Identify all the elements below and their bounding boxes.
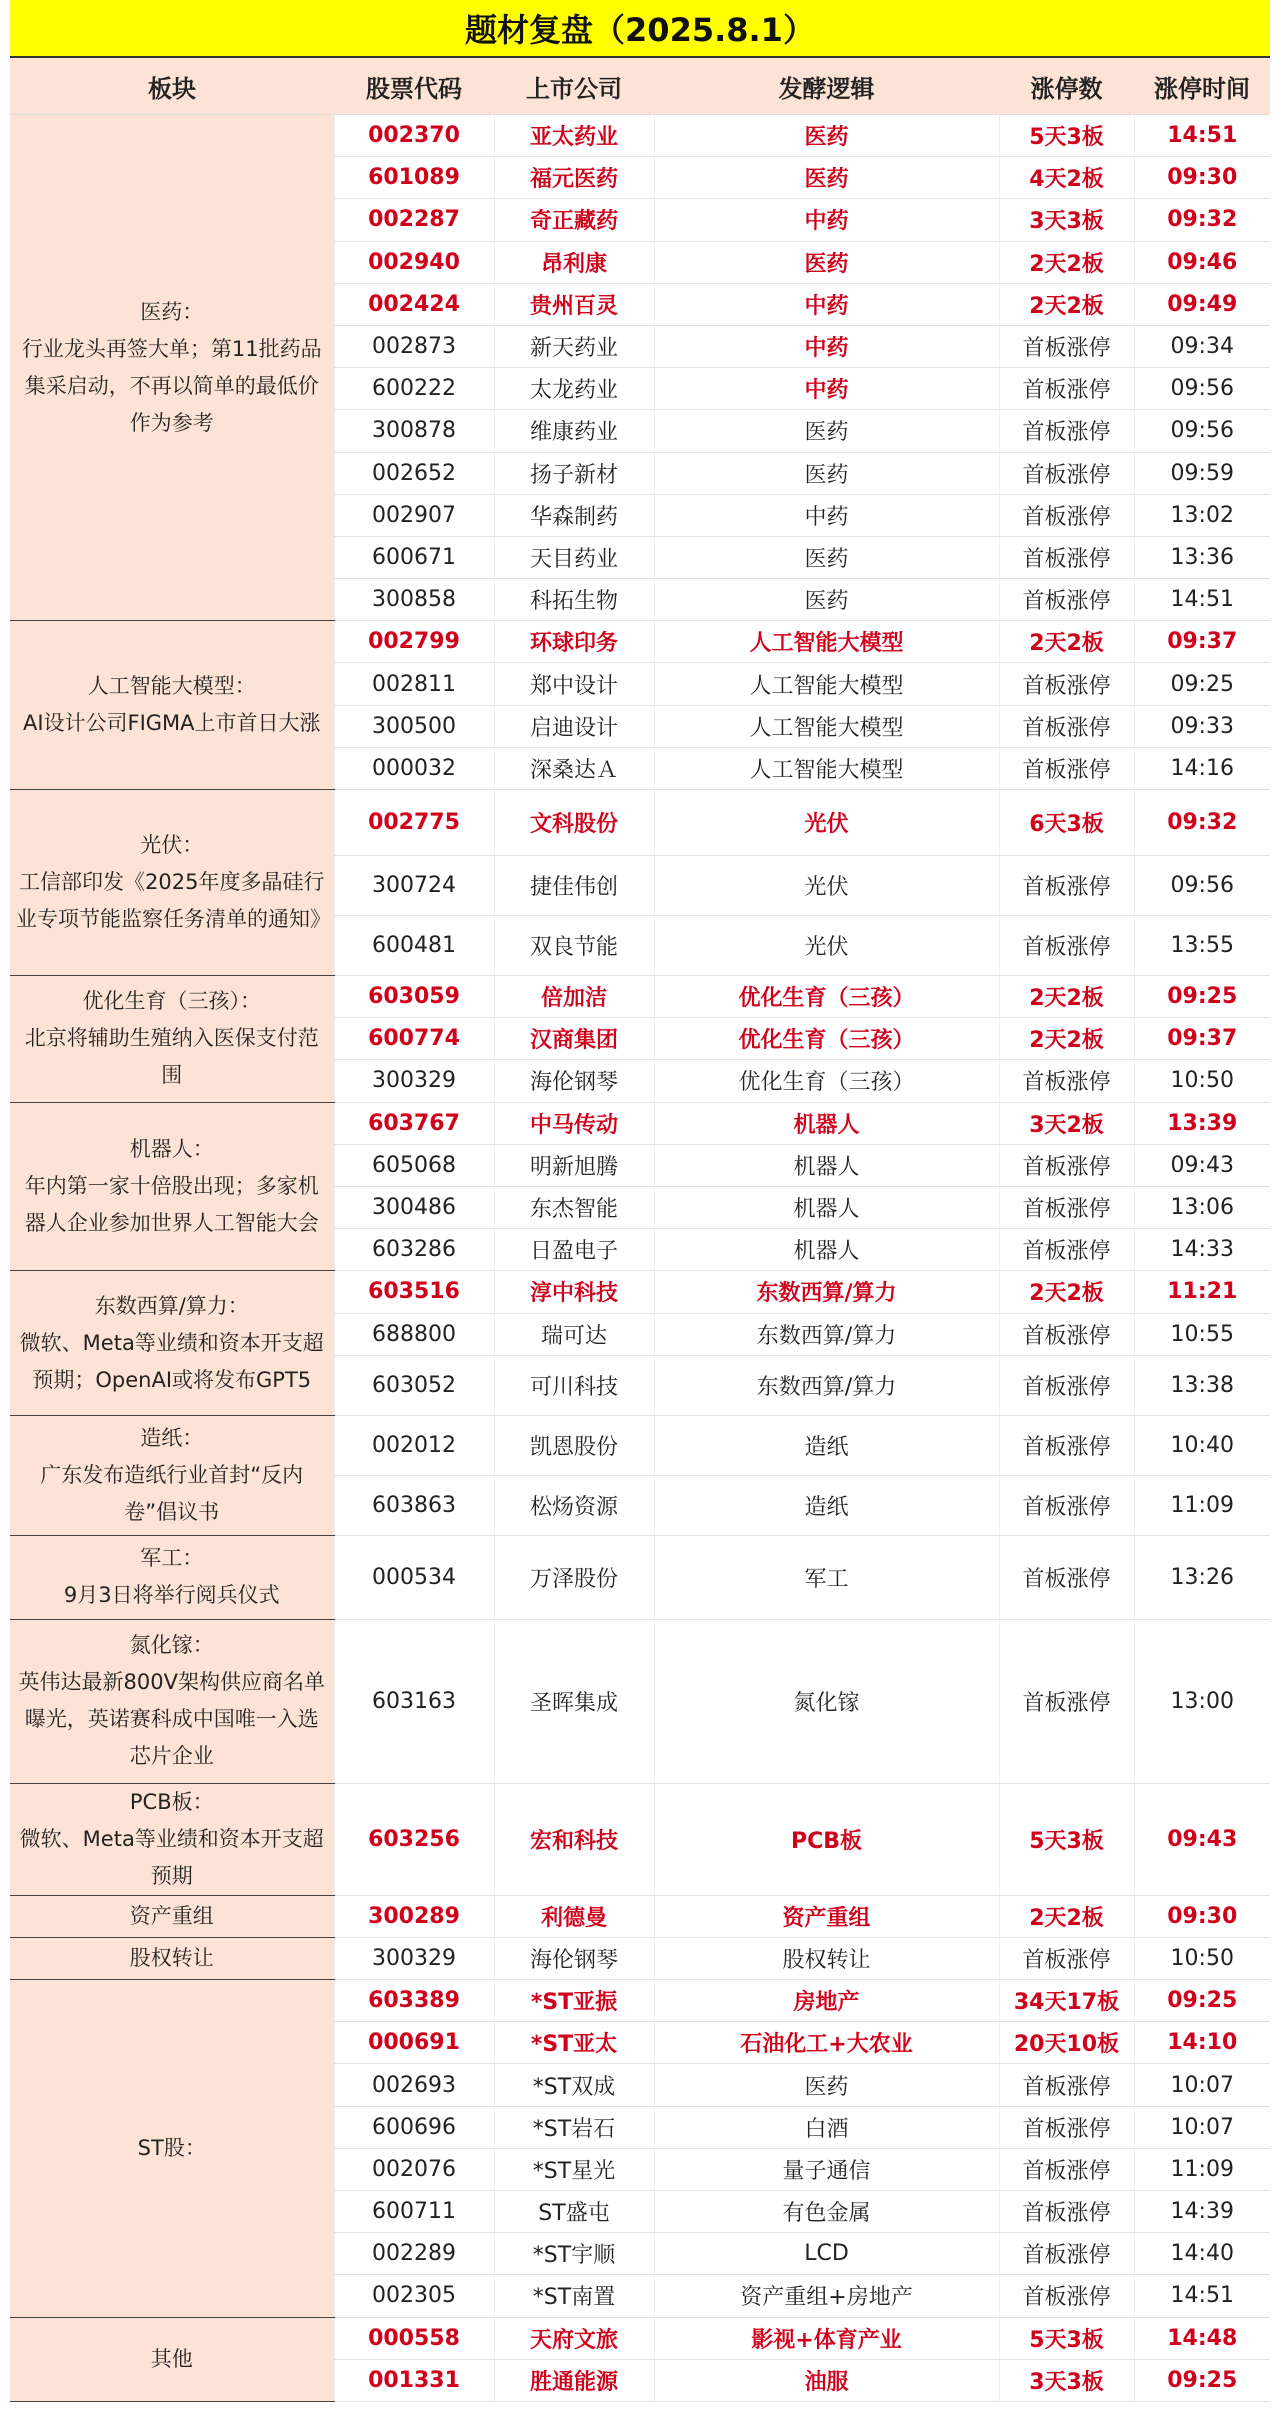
company-name: 天府文旅	[494, 2317, 654, 2359]
sector-cell: 氮化镓： 英伟达最新800V架构供应商名单曝光，英诺赛科成中国唯一入选芯片企业	[10, 1619, 334, 1783]
company-name: 环球印务	[494, 621, 654, 663]
company-name: 文科股份	[494, 790, 654, 856]
company-name: 汉商集团	[494, 1018, 654, 1060]
logic-cell: 油服	[654, 2359, 999, 2401]
limit-time: 13:36	[1134, 536, 1270, 578]
limit-time: 13:38	[1134, 1355, 1270, 1415]
logic-cell: 医药	[654, 536, 999, 578]
limit-count: 3天2板	[999, 1102, 1134, 1144]
header-company: 上市公司	[494, 58, 654, 115]
logic-cell: 房地产	[654, 1980, 999, 2022]
limit-time: 09:46	[1134, 241, 1270, 283]
stock-code: 600711	[334, 2191, 494, 2233]
limit-count: 首板涨停	[999, 2106, 1134, 2148]
logic-cell: 医药	[654, 452, 999, 494]
stock-code: 600696	[334, 2106, 494, 2148]
sector-cell: PCB板： 微软、Meta等业绩和资本开支超预期	[10, 1783, 334, 1895]
limit-count: 2天2板	[999, 976, 1134, 1018]
table-row	[10, 115, 1270, 157]
logic-cell: 东数西算/算力	[654, 1313, 999, 1355]
limit-count: 3天3板	[999, 2359, 1134, 2401]
limit-count: 首板涨停	[999, 2275, 1134, 2317]
stock-code: 002811	[334, 663, 494, 705]
company-name: 贵州百灵	[494, 283, 654, 325]
logic-cell: 中药	[654, 325, 999, 367]
sector-cell: ST股：	[10, 1980, 334, 2318]
company-name: 宏和科技	[494, 1783, 654, 1895]
limit-time: 09:30	[1134, 157, 1270, 199]
limit-time: 09:43	[1134, 1783, 1270, 1895]
limit-time: 10:40	[1134, 1415, 1270, 1475]
stock-code: 002424	[334, 283, 494, 325]
company-name: 海伦钢琴	[494, 1937, 654, 1979]
limit-count: 首板涨停	[999, 1229, 1134, 1271]
header-count: 涨停数	[999, 58, 1134, 115]
header-sector: 板块	[10, 58, 334, 115]
limit-count: 首板涨停	[999, 325, 1134, 367]
company-name: 双良节能	[494, 916, 654, 976]
logic-cell: 机器人	[654, 1229, 999, 1271]
limit-count: 首板涨停	[999, 2233, 1134, 2275]
logic-cell: PCB板	[654, 1783, 999, 1895]
company-name: 明新旭腾	[494, 1144, 654, 1186]
logic-cell: 资产重组+房地产	[654, 2275, 999, 2317]
header-row	[10, 58, 1270, 115]
table-row	[10, 621, 1270, 663]
limit-time: 11:21	[1134, 1271, 1270, 1313]
logic-cell: LCD	[654, 2233, 999, 2275]
limit-time: 09:32	[1134, 199, 1270, 241]
stock-code: 002305	[334, 2275, 494, 2317]
limit-time: 14:39	[1134, 2191, 1270, 2233]
table-row	[10, 1895, 1270, 1937]
stock-code: 300878	[334, 410, 494, 452]
sector-cell: 其他	[10, 2317, 334, 2401]
company-name: 可川科技	[494, 1355, 654, 1415]
logic-cell: 石油化工+大农业	[654, 2022, 999, 2064]
logic-cell: 人工智能大模型	[654, 705, 999, 747]
limit-time: 14:16	[1134, 747, 1270, 789]
limit-count: 5天3板	[999, 2317, 1134, 2359]
company-name: 松炀资源	[494, 1475, 654, 1535]
stock-code: 000558	[334, 2317, 494, 2359]
logic-cell: 机器人	[654, 1186, 999, 1228]
company-name: 淳中科技	[494, 1271, 654, 1313]
limit-time: 13:02	[1134, 494, 1270, 536]
company-name: *ST岩石	[494, 2106, 654, 2148]
stock-code: 002370	[334, 115, 494, 157]
sector-cell: 机器人： 年内第一家十倍股出现；多家机器人企业参加世界人工智能大会	[10, 1102, 334, 1271]
company-name: 奇正藏药	[494, 199, 654, 241]
limit-count: 首板涨停	[999, 536, 1134, 578]
limit-count: 首板涨停	[999, 410, 1134, 452]
stock-code: 688800	[334, 1313, 494, 1355]
logic-cell: 量子通信	[654, 2148, 999, 2190]
company-name: 亚太药业	[494, 115, 654, 157]
company-name: 华森制药	[494, 494, 654, 536]
stock-code: 000691	[334, 2022, 494, 2064]
limit-time: 09:25	[1134, 663, 1270, 705]
limit-time: 14:10	[1134, 2022, 1270, 2064]
limit-time: 09:25	[1134, 1980, 1270, 2022]
limit-count: 3天3板	[999, 199, 1134, 241]
company-name: *ST双成	[494, 2064, 654, 2106]
limit-time: 09:37	[1134, 621, 1270, 663]
table-row	[10, 1619, 1270, 1783]
stock-code: 002907	[334, 494, 494, 536]
company-name: 东杰智能	[494, 1186, 654, 1228]
logic-cell: 医药	[654, 241, 999, 283]
limit-time: 09:59	[1134, 452, 1270, 494]
company-name: *ST宇顺	[494, 2233, 654, 2275]
company-name: 中马传动	[494, 1102, 654, 1144]
limit-time: 14:48	[1134, 2317, 1270, 2359]
table-row	[10, 976, 1270, 1018]
limit-count: 首板涨停	[999, 2191, 1134, 2233]
logic-cell: 人工智能大模型	[654, 747, 999, 789]
logic-cell: 医药	[654, 410, 999, 452]
stock-code: 002652	[334, 452, 494, 494]
company-name: 利德曼	[494, 1895, 654, 1937]
sector-cell: 造纸： 广东发布造纸行业首封“反内卷”倡议书	[10, 1415, 334, 1535]
logic-cell: 中药	[654, 283, 999, 325]
limit-count: 首板涨停	[999, 663, 1134, 705]
limit-count: 首板涨停	[999, 1144, 1134, 1186]
company-name: 天目药业	[494, 536, 654, 578]
limit-time: 10:50	[1134, 1060, 1270, 1102]
sector-cell: 资产重组	[10, 1895, 334, 1937]
company-name: 郑中设计	[494, 663, 654, 705]
limit-time: 09:30	[1134, 1895, 1270, 1937]
limit-time: 14:40	[1134, 2233, 1270, 2275]
page-title: 题材复盘（2025.8.1）	[10, 0, 1270, 58]
logic-cell: 东数西算/算力	[654, 1271, 999, 1313]
limit-count: 2天2板	[999, 1018, 1134, 1060]
limit-time: 14:51	[1134, 2275, 1270, 2317]
limit-time: 09:37	[1134, 1018, 1270, 1060]
logic-cell: 医药	[654, 2064, 999, 2106]
sector-cell: 光伏： 工信部印发《2025年度多晶硅行业专项节能监察任务清单的通知》	[10, 790, 334, 976]
table-row	[10, 1783, 1270, 1895]
limit-count: 首板涨停	[999, 1060, 1134, 1102]
limit-count: 4天2板	[999, 157, 1134, 199]
limit-count: 首板涨停	[999, 916, 1134, 976]
stock-code: 002076	[334, 2148, 494, 2190]
stock-code: 603389	[334, 1980, 494, 2022]
limit-time: 14:51	[1134, 115, 1270, 157]
sector-cell: 股权转让	[10, 1937, 334, 1979]
company-name: *ST亚振	[494, 1980, 654, 2022]
stock-code: 300724	[334, 856, 494, 916]
limit-time: 09:25	[1134, 976, 1270, 1018]
table-row	[10, 2317, 1270, 2359]
company-name: 瑞可达	[494, 1313, 654, 1355]
limit-count: 首板涨停	[999, 1355, 1134, 1415]
limit-time: 11:09	[1134, 2148, 1270, 2190]
limit-count: 2天2板	[999, 241, 1134, 283]
limit-count: 5天3板	[999, 1783, 1134, 1895]
stock-code: 600774	[334, 1018, 494, 1060]
stock-code: 002287	[334, 199, 494, 241]
limit-time: 09:33	[1134, 705, 1270, 747]
limit-time: 09:43	[1134, 1144, 1270, 1186]
header-code: 股票代码	[334, 58, 494, 115]
limit-count: 首板涨停	[999, 1415, 1134, 1475]
stock-code: 603516	[334, 1271, 494, 1313]
logic-cell: 造纸	[654, 1415, 999, 1475]
company-name: ST盛屯	[494, 2191, 654, 2233]
limit-count: 首板涨停	[999, 1313, 1134, 1355]
limit-count: 2天2板	[999, 621, 1134, 663]
company-name: 福元医药	[494, 157, 654, 199]
limit-time: 10:07	[1134, 2064, 1270, 2106]
limit-count: 5天3板	[999, 115, 1134, 157]
company-name: 圣晖集成	[494, 1619, 654, 1783]
limit-count: 首板涨停	[999, 579, 1134, 621]
logic-cell: 医药	[654, 115, 999, 157]
table-row	[10, 1271, 1270, 1313]
stock-code: 601089	[334, 157, 494, 199]
header-time: 涨停时间	[1134, 58, 1270, 115]
stock-code: 002799	[334, 621, 494, 663]
stock-code: 603163	[334, 1619, 494, 1783]
company-name: 深桑达Ａ	[494, 747, 654, 789]
company-name: 海伦钢琴	[494, 1060, 654, 1102]
limit-time: 09:25	[1134, 2359, 1270, 2401]
logic-cell: 医药	[654, 579, 999, 621]
limit-count: 2天2板	[999, 1271, 1134, 1313]
company-name: 启迪设计	[494, 705, 654, 747]
logic-cell: 股权转让	[654, 1937, 999, 1979]
sector-cell: 军工： 9月3日将举行阅兵仪式	[10, 1535, 334, 1619]
logic-cell: 光伏	[654, 856, 999, 916]
stock-code: 002940	[334, 241, 494, 283]
table-row	[10, 1415, 1270, 1475]
logic-cell: 影视+体育产业	[654, 2317, 999, 2359]
limit-count: 20天10板	[999, 2022, 1134, 2064]
stock-code: 600671	[334, 536, 494, 578]
limit-time: 13:00	[1134, 1619, 1270, 1783]
stock-code: 603286	[334, 1229, 494, 1271]
stock-code: 002873	[334, 325, 494, 367]
limit-time: 09:56	[1134, 368, 1270, 410]
stock-code: 000032	[334, 747, 494, 789]
company-name: *ST南置	[494, 2275, 654, 2317]
company-name: 维康药业	[494, 410, 654, 452]
stock-code: 002289	[334, 2233, 494, 2275]
sector-cell: 东数西算/算力： 微软、Meta等业绩和资本开支超预期；OpenAI或将发布GPT5	[10, 1271, 334, 1415]
logic-cell: 资产重组	[654, 1895, 999, 1937]
company-name: 新天药业	[494, 325, 654, 367]
stock-code: 600481	[334, 916, 494, 976]
company-name: 万泽股份	[494, 1535, 654, 1619]
logic-cell: 光伏	[654, 790, 999, 856]
stock-code: 603256	[334, 1783, 494, 1895]
limit-count: 首板涨停	[999, 368, 1134, 410]
logic-cell: 人工智能大模型	[654, 663, 999, 705]
company-name: 胜通能源	[494, 2359, 654, 2401]
company-name: 凯恩股份	[494, 1415, 654, 1475]
stock-code: 300289	[334, 1895, 494, 1937]
logic-cell: 医药	[654, 157, 999, 199]
company-name: 太龙药业	[494, 368, 654, 410]
limit-time: 13:55	[1134, 916, 1270, 976]
company-name: 昂利康	[494, 241, 654, 283]
sector-cell: 医药： 行业龙头再签大单；第11批药品集采启动，不再以简单的最低价作为参考	[10, 115, 334, 621]
stock-code: 000534	[334, 1535, 494, 1619]
review-table	[10, 58, 1270, 2402]
stock-code: 603052	[334, 1355, 494, 1415]
logic-cell: 中药	[654, 494, 999, 536]
limit-count: 首板涨停	[999, 1619, 1134, 1783]
limit-time: 09:32	[1134, 790, 1270, 856]
stock-code: 300329	[334, 1060, 494, 1102]
limit-time: 09:49	[1134, 283, 1270, 325]
limit-time: 13:06	[1134, 1186, 1270, 1228]
limit-count: 首板涨停	[999, 856, 1134, 916]
limit-time: 11:09	[1134, 1475, 1270, 1535]
logic-cell: 有色金属	[654, 2191, 999, 2233]
limit-count: 6天3板	[999, 790, 1134, 856]
logic-cell: 白酒	[654, 2106, 999, 2148]
stock-code: 300500	[334, 705, 494, 747]
limit-count: 首板涨停	[999, 2148, 1134, 2190]
logic-cell: 机器人	[654, 1102, 999, 1144]
logic-cell: 军工	[654, 1535, 999, 1619]
stock-code: 603059	[334, 976, 494, 1018]
limit-count: 2天2板	[999, 1895, 1134, 1937]
company-name: 扬子新材	[494, 452, 654, 494]
logic-cell: 造纸	[654, 1475, 999, 1535]
company-name: *ST亚太	[494, 2022, 654, 2064]
stock-code: 300486	[334, 1186, 494, 1228]
logic-cell: 中药	[654, 199, 999, 241]
limit-time: 10:07	[1134, 2106, 1270, 2148]
stock-code: 001331	[334, 2359, 494, 2401]
limit-time: 09:34	[1134, 325, 1270, 367]
limit-count: 首板涨停	[999, 705, 1134, 747]
limit-count: 34天17板	[999, 1980, 1134, 2022]
logic-cell: 优化生育（三孩）	[654, 976, 999, 1018]
table-body	[10, 115, 1270, 2402]
stock-code: 605068	[334, 1144, 494, 1186]
limit-count: 首板涨停	[999, 1186, 1134, 1228]
limit-count: 首板涨停	[999, 494, 1134, 536]
table-row	[10, 1535, 1270, 1619]
logic-cell: 东数西算/算力	[654, 1355, 999, 1415]
logic-cell: 人工智能大模型	[654, 621, 999, 663]
stock-code: 300329	[334, 1937, 494, 1979]
limit-time: 13:26	[1134, 1535, 1270, 1619]
limit-count: 首板涨停	[999, 1475, 1134, 1535]
stock-code: 603863	[334, 1475, 494, 1535]
table-row	[10, 1102, 1270, 1144]
limit-time: 10:55	[1134, 1313, 1270, 1355]
limit-time: 14:51	[1134, 579, 1270, 621]
company-name: 科拓生物	[494, 579, 654, 621]
sector-cell: 优化生育（三孩）： 北京将辅助生殖纳入医保支付范围	[10, 976, 334, 1103]
limit-time: 09:56	[1134, 856, 1270, 916]
logic-cell: 机器人	[654, 1144, 999, 1186]
limit-count: 首板涨停	[999, 452, 1134, 494]
limit-time: 14:33	[1134, 1229, 1270, 1271]
company-name: 倍加洁	[494, 976, 654, 1018]
table-row	[10, 1937, 1270, 1979]
stock-code: 300858	[334, 579, 494, 621]
logic-cell: 氮化镓	[654, 1619, 999, 1783]
logic-cell: 优化生育（三孩）	[654, 1060, 999, 1102]
table-row	[10, 1980, 1270, 2022]
sector-cell: 人工智能大模型： AI设计公司FIGMA上市首日大涨	[10, 621, 334, 790]
logic-cell: 光伏	[654, 916, 999, 976]
company-name: *ST星光	[494, 2148, 654, 2190]
limit-time: 10:50	[1134, 1937, 1270, 1979]
company-name: 日盈电子	[494, 1229, 654, 1271]
limit-count: 首板涨停	[999, 1937, 1134, 1979]
limit-count: 首板涨停	[999, 747, 1134, 789]
limit-count: 首板涨停	[999, 2064, 1134, 2106]
limit-time: 09:56	[1134, 410, 1270, 452]
stock-code: 603767	[334, 1102, 494, 1144]
limit-time: 13:39	[1134, 1102, 1270, 1144]
stock-code: 002693	[334, 2064, 494, 2106]
limit-count: 首板涨停	[999, 1535, 1134, 1619]
table-row	[10, 790, 1270, 856]
limit-count: 2天2板	[999, 283, 1134, 325]
logic-cell: 优化生育（三孩）	[654, 1018, 999, 1060]
header-logic: 发酵逻辑	[654, 58, 999, 115]
logic-cell: 中药	[654, 368, 999, 410]
stock-code: 002012	[334, 1415, 494, 1475]
company-name: 捷佳伟创	[494, 856, 654, 916]
stock-code: 600222	[334, 368, 494, 410]
stock-code: 002775	[334, 790, 494, 856]
